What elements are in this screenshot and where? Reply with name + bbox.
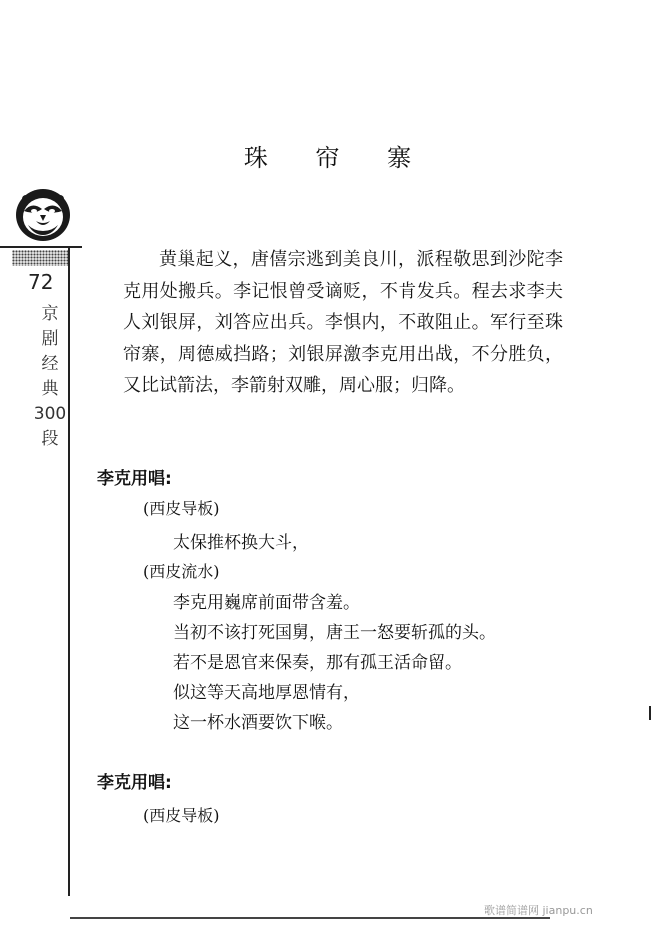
- bottom-rule: [70, 917, 550, 919]
- margin-vertical-rule: [68, 246, 70, 896]
- lyric-line: 似这等天高地厚恩情有，: [173, 683, 360, 703]
- book-series-title: [33, 304, 67, 456]
- page-title: 珠 帘 寨: [243, 144, 432, 172]
- singing-mode: (西皮导板): [143, 806, 220, 825]
- singing-mode: (西皮导板): [143, 499, 220, 518]
- series-char: 剧: [41, 329, 59, 349]
- series-char: 典: [41, 379, 59, 399]
- synopsis: [123, 244, 563, 402]
- synopsis-text: 黄巢起义，唐僖宗逃到美良川，派程敬思到沙陀李克用处搬兵。李记恨曾受谪贬，不肯发兵。程去求李夫人刘银屏，刘答应出兵。李惧内，不敢阻止。军行至珠帘寨，周德威挡路；刘银屏激李克用出战，不分胜负，又比试箭法，李箭射双雕，周心服；归降。: [123, 249, 563, 396]
- watermark: 歌谱简谱网 jianpu.cn: [484, 904, 593, 917]
- margin-texture: [12, 250, 68, 266]
- lyric-line: 太保推杯换大斗，: [173, 533, 309, 553]
- edge-mark: [649, 706, 651, 720]
- series-char: 经: [41, 354, 59, 374]
- speaker-label: 李克用唱:: [97, 773, 172, 793]
- lyric-line: 若不是恩官来保奏，那有孤王活命留。: [173, 653, 462, 673]
- page-number: 72: [28, 270, 54, 294]
- lyric-block: [173, 588, 496, 738]
- speaker-label: 李克用唱:: [97, 469, 172, 489]
- series-char: 京: [41, 304, 59, 324]
- lyric-line: 当初不该打死国舅，唐王一怒要斩孤的头。: [173, 623, 496, 643]
- lyric-line: 这一杯水酒要饮下喉。: [173, 713, 343, 733]
- lyric-line: 李克用巍席前面带含羞。: [173, 593, 360, 613]
- opera-mask-logo: [14, 185, 72, 243]
- series-char: 段: [41, 429, 59, 449]
- series-number: 300: [33, 404, 67, 424]
- singing-mode: (西皮流水): [143, 562, 220, 581]
